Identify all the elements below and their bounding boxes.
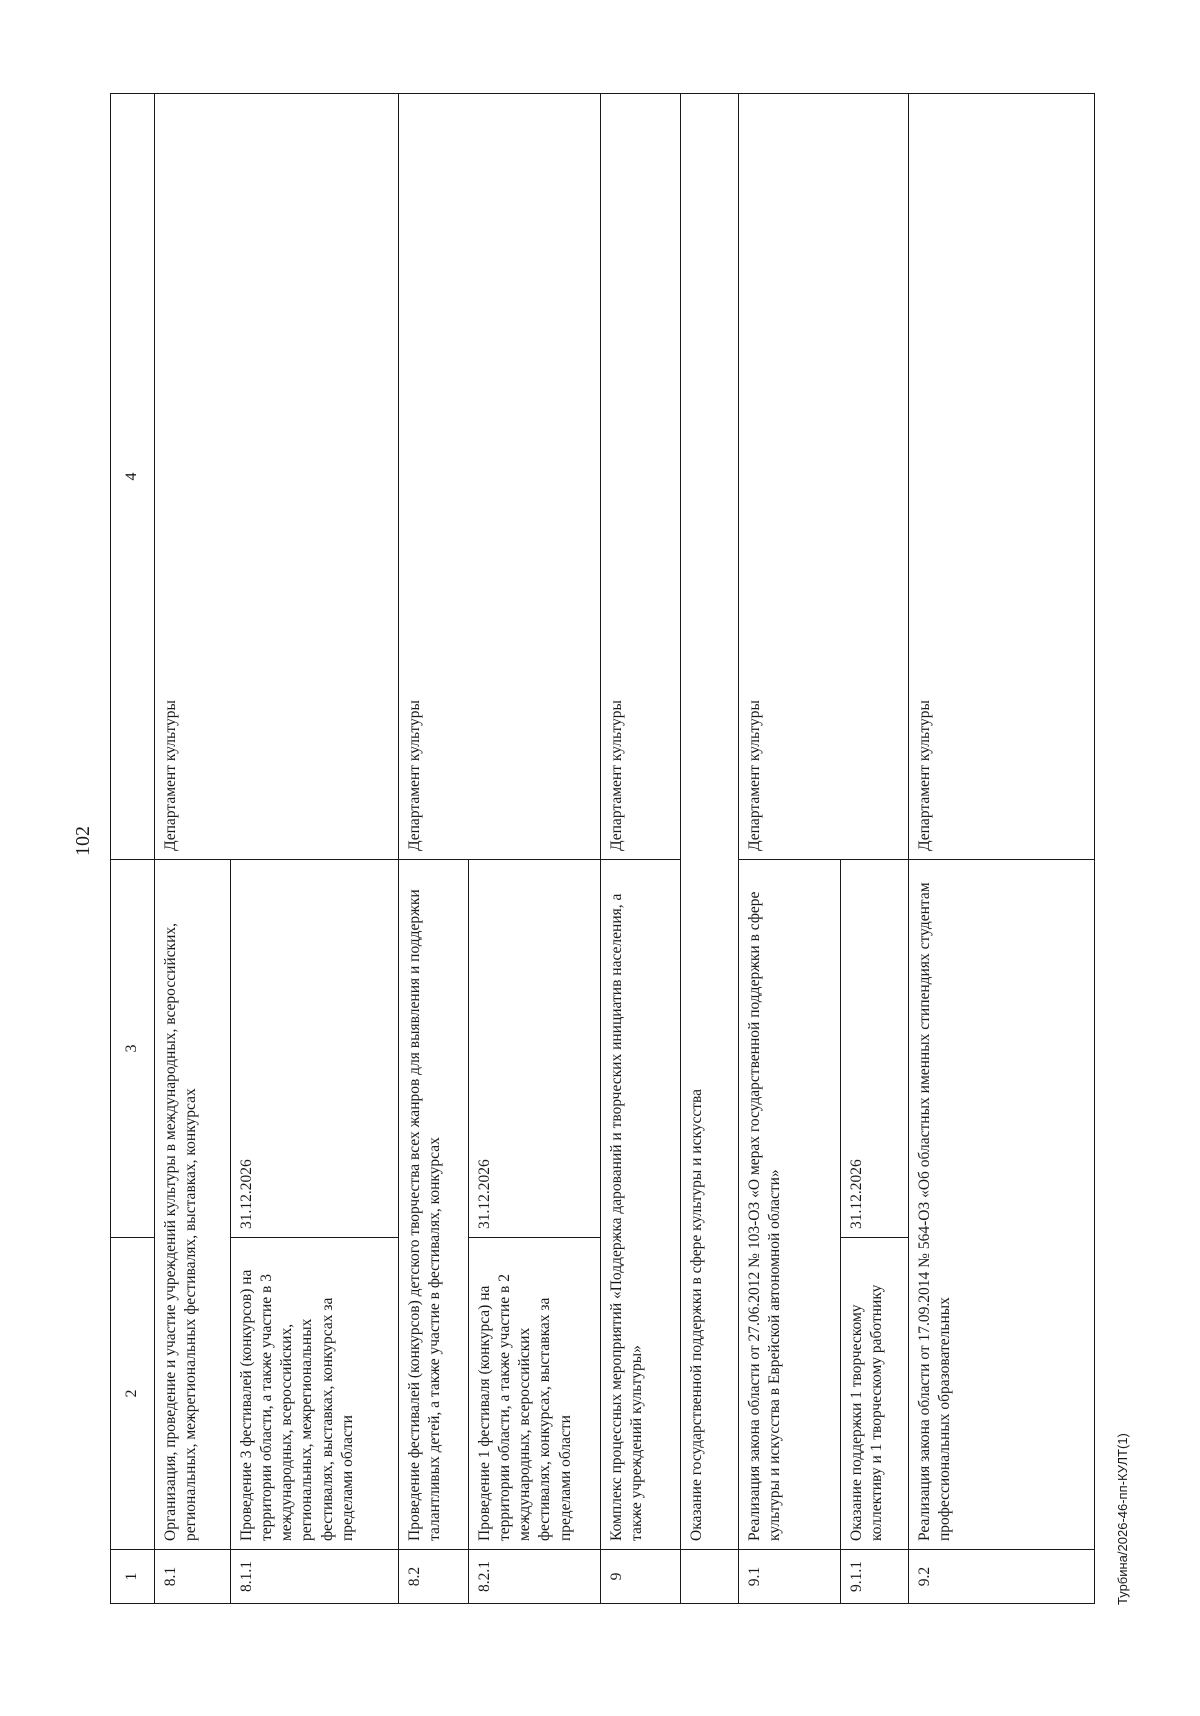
table-row [399,94,469,1604]
row-number: 9 [601,1550,681,1604]
section-title: Оказание государственной поддержки в сфере культуры и искусства [681,94,739,1550]
row-number [681,1550,739,1604]
row-responsible: Департамент культуры [739,94,909,860]
row-responsible: Департамент культуры [601,94,681,860]
table-row [739,94,841,1604]
row-number: 8.1 [155,1550,231,1604]
measures-table [110,93,1095,1604]
row-date: 31.12.2026 [469,860,601,1238]
row-date: 31.12.2026 [841,860,909,1238]
footer-document-code: Турбина/2026-46-пп-КУЛТ(1) [1115,1433,1130,1605]
row-responsible: Департамент культуры [909,94,1095,860]
row-number: 8.2.1 [469,1550,601,1604]
row-responsible: Департамент культуры [155,94,399,860]
table-row [909,94,1095,1604]
table-row [155,94,231,1604]
page-number: 102 [72,826,94,856]
row-text: Комплекс процессных мероприятий «Поддержка дарований и творческих инициатив населения, а также учреждений культуры» [601,860,681,1550]
row-text: Проведение 3 фестивалей (конкурсов) на территории области, а также участие в 3 международных, всероссийских, региональных, межрегиональных фестивалях, выставках, конкурсах за пределами области [231,1238,399,1550]
table-row [601,94,681,1604]
row-number: 9.1.1 [841,1550,909,1604]
row-text: Реализация закона области от 27.06.2012 № 103-ОЗ «О мерах государственной поддержки в сфере культуры и искусства в Еврейской автономной области» [739,860,841,1550]
row-number: 9.1 [739,1550,841,1604]
table-header-row [111,94,155,1604]
header-col-4: 4 [111,94,155,860]
row-responsible: Департамент культуры [399,94,601,860]
row-number: 9.2 [909,1550,1095,1604]
row-number: 8.1.1 [231,1550,399,1604]
table-section-row [681,94,739,1604]
row-text: Реализация закона области от 17.09.2014 № 564-ОЗ «Об областных именных стипендиях студентам профессиональных образовательных [909,860,1095,1550]
rotated-page-content [110,94,1095,1604]
row-date: 31.12.2026 [231,860,399,1238]
row-text: Проведение 1 фестиваля (конкурса) на территории области, а также участие в 2 международных, всероссийских фестивалях, конкурсах, выставках за пределами области [469,1238,601,1550]
header-col-3: 3 [111,860,155,1238]
row-number: 8.2 [399,1550,469,1604]
row-text: Проведение фестивалей (конкурсов) детского творчества всех жанров для выявления и поддержки талантливых детей, а также участие в фестивалях, конкурсах [399,860,469,1550]
header-col-1: 1 [111,1550,155,1604]
row-text: Организация, проведение и участие учреждений культуры в международных, всероссийских, региональных, межрегиональных фестивалях, выставках, конкурсах [155,860,231,1550]
header-col-2: 2 [111,1238,155,1550]
row-text: Оказание поддержки 1 творческому коллективу и 1 творческому работнику [841,1238,909,1550]
